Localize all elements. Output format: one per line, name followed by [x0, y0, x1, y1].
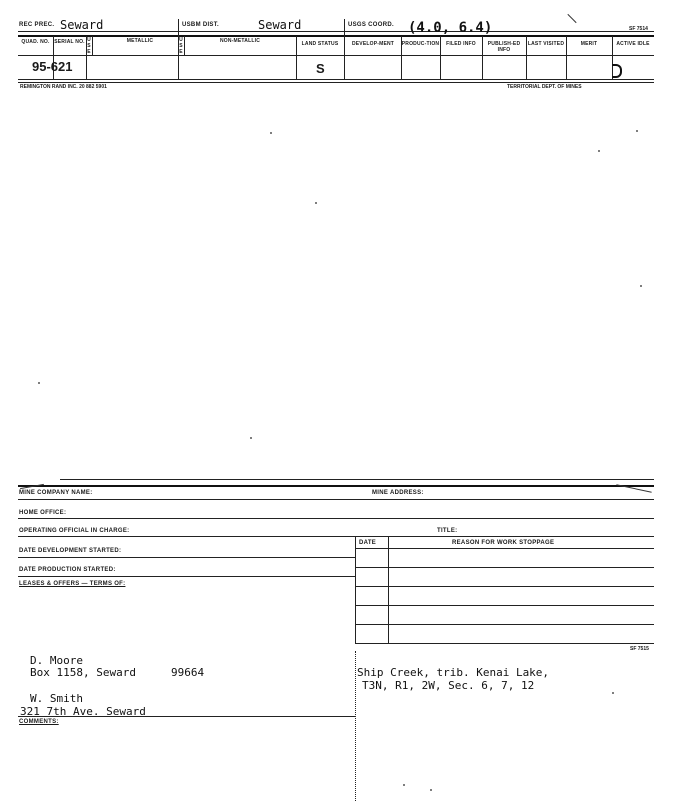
form-number-top: SF 7514	[629, 26, 648, 32]
rule	[18, 82, 654, 83]
rule	[18, 31, 654, 32]
speck	[430, 789, 432, 791]
dept-line: TERRITORIAL DEPT. OF MINES	[507, 84, 582, 90]
rec-prec-value: Seward	[60, 18, 104, 32]
use-header-a: U S E	[87, 37, 91, 55]
divider	[344, 19, 345, 79]
rule	[18, 557, 355, 558]
owner1-zip: 99664	[171, 666, 205, 679]
rule	[18, 536, 654, 537]
rule	[60, 479, 654, 480]
divider	[184, 36, 185, 55]
home-office-label: HOME OFFICE:	[19, 510, 67, 516]
filed-info-header: FILED INFO	[446, 41, 476, 47]
title-label: TITLE:	[437, 528, 458, 534]
production-header: PRODUC-TION	[401, 41, 440, 47]
speck	[250, 437, 252, 439]
owner1-name: D. Moore	[30, 654, 83, 667]
rule	[18, 518, 654, 519]
land-status-header: LAND STATUS	[301, 41, 339, 47]
mine-company-label: MINE COMPANY NAME:	[19, 490, 93, 496]
usgs-coord-value: (4.0, 6.4)	[408, 20, 493, 36]
owner2-name: W. Smith	[30, 692, 83, 705]
rec-prec-label: REC PREC.	[19, 22, 55, 28]
date-header: DATE	[359, 540, 377, 546]
rule	[18, 485, 654, 487]
usbm-dist-label: USBM DIST.	[182, 22, 220, 28]
speck	[612, 692, 614, 694]
owner1-address: Box 1158, Seward	[30, 666, 136, 679]
speck	[270, 132, 272, 134]
speck	[598, 150, 600, 152]
rule	[355, 586, 654, 587]
published-info-header: PUBLISH-ED INFO	[487, 41, 521, 53]
merit-header: MERIT	[580, 41, 598, 47]
rule	[18, 576, 355, 577]
speck	[403, 784, 405, 786]
development-started-label: DATE DEVELOPMENT STARTED:	[19, 548, 122, 554]
comments-label: COMMENTS:	[19, 719, 59, 725]
owner2-address: 321 7th Ave. Seward	[20, 705, 146, 718]
location-line-2: T3N, R1, 2W, Sec. 6, 7, 12	[362, 679, 535, 692]
location-line-1: Ship Creek, trib. Kenai Lake,	[357, 666, 550, 679]
usgs-coord-label: USGS COORD.	[348, 22, 394, 28]
active-idle-header: ACTIVE IDLE	[616, 41, 650, 47]
rule	[355, 605, 654, 606]
pen-mark	[612, 64, 622, 78]
development-header: DEVELOP-MENT	[351, 41, 395, 47]
rule	[355, 643, 654, 644]
speck	[315, 202, 317, 204]
rule	[355, 567, 654, 568]
form-number-bottom: SF 7515	[630, 646, 649, 652]
rule	[18, 716, 355, 717]
rule	[18, 79, 654, 80]
quad-header: QUAD. NO.	[21, 39, 50, 45]
reason-header: REASON FOR WORK STOPPAGE	[452, 540, 555, 546]
speck	[38, 382, 40, 384]
rule	[355, 624, 654, 625]
usbm-dist-value: Seward	[258, 18, 302, 32]
divider	[355, 651, 356, 801]
serial-value: 95-621	[32, 59, 73, 74]
divider	[388, 537, 389, 644]
production-started-label: DATE PRODUCTION STARTED:	[19, 567, 116, 573]
leases-label: LEASES & OFFERS — TERMS OF:	[19, 581, 126, 587]
rule	[18, 35, 654, 37]
printer-line: REMINGTON RAND INC. 20 882 5901	[20, 84, 107, 90]
divider	[92, 36, 93, 55]
use-header-b: U S E	[179, 37, 183, 55]
operating-official-label: OPERATING OFFICIAL IN CHARGE:	[19, 528, 130, 534]
rule	[18, 55, 654, 56]
rule	[355, 548, 654, 549]
serial-header: SERIAL NO.	[54, 39, 85, 45]
rule	[18, 499, 654, 500]
speck	[636, 130, 638, 132]
metallic-header: METALLIC	[126, 38, 154, 44]
divider	[355, 537, 356, 644]
last-visited-header: LAST VISITED	[527, 41, 565, 47]
speck	[640, 285, 642, 287]
mine-address-label: MINE ADDRESS:	[372, 490, 424, 496]
non-metallic-header: NON-METALLIC	[219, 38, 261, 44]
pen-mark	[567, 14, 576, 23]
land-status-value: S	[316, 61, 325, 76]
